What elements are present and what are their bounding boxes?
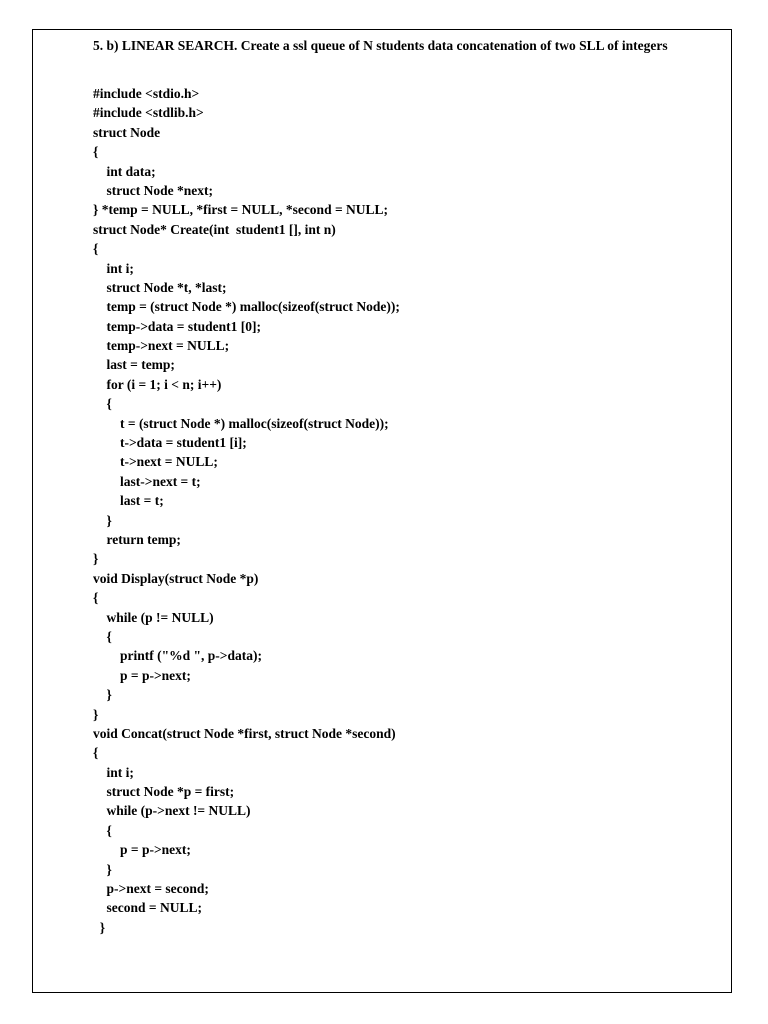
code-line: struct Node *next; bbox=[93, 182, 213, 198]
code-line: { bbox=[93, 144, 99, 160]
code-line: int data; bbox=[93, 163, 156, 179]
code-line: { bbox=[93, 590, 99, 606]
code-line: { bbox=[93, 628, 112, 644]
code-line: p = p->next; bbox=[93, 842, 191, 858]
code-line: int i; bbox=[93, 260, 134, 276]
code-line: second = NULL; bbox=[93, 900, 202, 916]
code-line: t->data = student1 [i]; bbox=[93, 435, 247, 451]
code-line: p = p->next; bbox=[93, 667, 191, 683]
code-line: struct Node* Create(int student1 [], int n) bbox=[93, 221, 336, 237]
code-line: { bbox=[93, 822, 112, 838]
code-line: struct Node *p = first; bbox=[93, 784, 235, 800]
code-line: #include <stdlib.h> bbox=[93, 105, 204, 121]
code-line: last = t; bbox=[93, 493, 164, 509]
code-line: } bbox=[93, 861, 112, 877]
section-heading: 5. b) LINEAR SEARCH. Create a ssl queue of N students data concatenation of two SLL of integers bbox=[93, 38, 668, 53]
code-line: temp = (struct Node *) malloc(sizeof(struct Node)); bbox=[93, 299, 400, 315]
code-line: { bbox=[93, 745, 99, 761]
code-block bbox=[93, 84, 400, 937]
code-line: for (i = 1; i < n; i++) bbox=[93, 376, 222, 392]
code-line: #include <stdio.h> bbox=[93, 86, 200, 101]
code-line: last->next = t; bbox=[93, 473, 201, 489]
code-line: return temp; bbox=[93, 531, 181, 547]
code-line: t->next = NULL; bbox=[93, 454, 218, 470]
code-line: last = temp; bbox=[93, 357, 175, 373]
code-line: struct Node *t, *last; bbox=[93, 279, 227, 295]
code-line: } bbox=[93, 512, 112, 528]
code-line: t = (struct Node *) malloc(sizeof(struct Node)); bbox=[93, 415, 389, 431]
code-line: while (p->next != NULL) bbox=[93, 803, 251, 819]
code-line: p->next = second; bbox=[93, 881, 209, 897]
code-line: int i; bbox=[93, 764, 134, 780]
code-line: } bbox=[93, 687, 112, 703]
code-line: temp->data = student1 [0]; bbox=[93, 318, 261, 334]
code-line: while (p != NULL) bbox=[93, 609, 214, 625]
code-line: void Concat(struct Node *first, struct Node *second) bbox=[93, 725, 396, 741]
code-line: } *temp = NULL, *first = NULL, *second = NULL; bbox=[93, 202, 389, 218]
code-line: void Display(struct Node *p) bbox=[93, 570, 259, 586]
code-line: { bbox=[93, 241, 99, 257]
code-line: struct Node bbox=[93, 124, 161, 140]
code-line: { bbox=[93, 396, 112, 412]
code-line: } bbox=[93, 551, 99, 567]
code-line: temp->next = NULL; bbox=[93, 338, 230, 354]
code-line: printf ("%d ", p->data); bbox=[93, 648, 262, 664]
code-line: } bbox=[93, 706, 99, 722]
code-line: } bbox=[93, 919, 106, 935]
